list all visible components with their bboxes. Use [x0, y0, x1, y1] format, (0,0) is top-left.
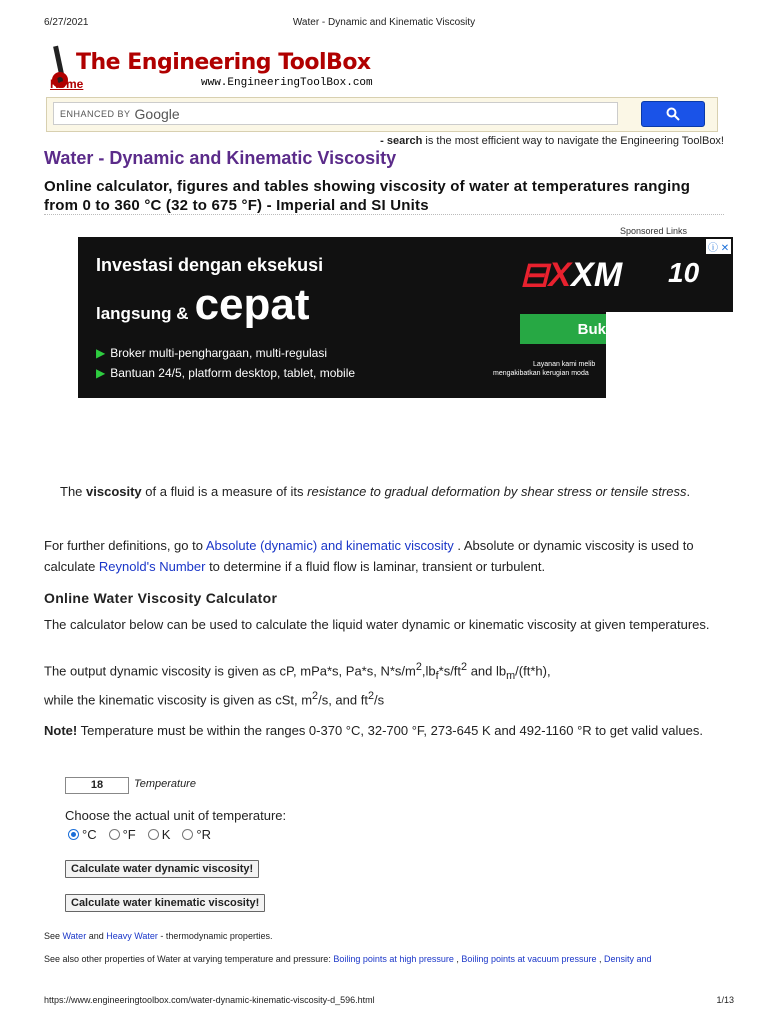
kin-text-c: /s: [373, 692, 385, 708]
link-boiling-vacuum-pressure[interactable]: Boiling points at vacuum pressure: [461, 954, 597, 964]
temperature-input[interactable]: 18: [65, 777, 129, 794]
radio-kelvin-button[interactable]: [148, 829, 159, 840]
ad-brand-logo: [520, 255, 622, 295]
ad-bullet1-text: Broker multi-penghargaan, multi-regulasi: [110, 346, 328, 360]
bullet-triangle-icon: ▶: [96, 346, 106, 360]
see-also-sep2: ,: [596, 954, 605, 964]
intro-paragraph: [44, 481, 724, 502]
ad-bullet2-text: Bantuan 24/5, platform desktop, tablet, mobile: [110, 366, 356, 380]
ad-brand-mark: ⊟X: [520, 256, 572, 294]
ad-disclaimer2: mengakibatkan kerugian moda: [493, 370, 589, 377]
ad-bullet2: [96, 366, 355, 380]
see-also-sep1: ,: [453, 954, 462, 964]
see-also-prefix: See also other properties of Water at varying temperature and pressure:: [44, 954, 334, 964]
logo-url: www.EngineeringToolBox.com: [201, 77, 373, 89]
kin-text-b: /s, and ft: [318, 692, 368, 708]
definitions-text2: . Absolute or dynamic viscosity is used to calculate: [44, 538, 694, 574]
dyn-text-c: *s/ft: [438, 663, 462, 679]
ad-line2-text: langsung &: [96, 304, 189, 323]
link-heavy-water[interactable]: Heavy Water: [106, 931, 158, 941]
kin-text-a: while the kinematic viscosity is given as cSt, m: [44, 692, 313, 708]
search-note: [380, 135, 724, 147]
radio-fahrenheit[interactable]: [109, 827, 136, 842]
ad-brand-name: XM: [571, 256, 623, 294]
radio-fahrenheit-button[interactable]: [109, 829, 120, 840]
kin-sup-1: 2: [312, 690, 319, 702]
radio-kelvin[interactable]: [148, 827, 171, 842]
kin-sup-2: 2: [367, 690, 374, 702]
sponsored-label: Sponsored Links: [620, 226, 688, 236]
intro-mid: of a fluid is a measure of its: [141, 484, 308, 499]
definitions-text3: to determine if a fluid flow is laminar, transient or turbulent.: [205, 559, 546, 574]
calculator-description: The calculator below can be used to calculate the liquid water dynamic or kinematic viscosity at given temperatures.: [44, 617, 710, 632]
search-note-bold: - search: [380, 135, 423, 147]
divider: [44, 214, 724, 215]
radio-celsius[interactable]: [68, 827, 97, 842]
temperature-label: Temperature: [134, 778, 196, 790]
advertisement-banner[interactable]: [78, 237, 733, 398]
see-suffix: - thermodynamic properties.: [157, 931, 273, 941]
unit-radio-group: [68, 827, 211, 842]
see-water-line: [44, 931, 272, 941]
dyn-text-a: The output dynamic viscosity is given as cP, mPa*s, Pa*s, N*s/m: [44, 663, 416, 679]
home-link[interactable]: Home: [50, 77, 84, 91]
ad-close-icon[interactable]: ⓘ ✕: [706, 239, 731, 254]
definitions-paragraph: [44, 535, 724, 577]
ad-bullet1: [96, 346, 327, 360]
dyn-text-d: and lb: [467, 663, 507, 679]
link-water[interactable]: Water: [62, 931, 87, 941]
intro-end: .: [686, 484, 691, 499]
radio-rankine-button[interactable]: [182, 829, 193, 840]
dyn-text-b: ,lb: [421, 663, 436, 679]
radio-rankine-label: °R: [196, 827, 211, 842]
calculate-kinematic-button[interactable]: Calculate water kinematic viscosity!: [65, 894, 265, 912]
link-reynolds-number[interactable]: Reynold's Number: [98, 559, 206, 574]
search-button[interactable]: [641, 101, 705, 127]
print-url: https://www.engineeringtoolbox.com/water-dynamic-kinematic-viscosity-d_596.html: [44, 995, 375, 1005]
print-page-number: 1/13: [716, 995, 734, 1005]
print-title: Water - Dynamic and Kinematic Viscosity: [292, 17, 476, 28]
page-title: Water - Dynamic and Kinematic Viscosity: [44, 148, 397, 168]
ad-white-panel: [606, 312, 733, 398]
dyn-sup-2: 2: [461, 661, 468, 673]
note-paragraph: [44, 720, 724, 741]
radio-fahrenheit-label: °F: [122, 827, 136, 842]
kinematic-units-line: [44, 686, 724, 710]
search-icon: [666, 107, 680, 121]
dyn-sub-m: m: [506, 669, 516, 682]
calculate-dynamic-button[interactable]: Calculate water dynamic viscosity!: [65, 860, 259, 878]
bullet-triangle-icon: ▶: [96, 366, 106, 380]
search-placeholder-prefix: ENHANCED BY: [60, 108, 131, 119]
google-brand: Google: [134, 105, 180, 122]
radio-rankine[interactable]: [182, 827, 211, 842]
search-input[interactable]: [53, 102, 618, 125]
choose-unit-label: Choose the actual unit of temperature:: [65, 808, 287, 823]
ad-cta-button[interactable]: Buk: [520, 314, 606, 344]
ad-line2-big: cepat: [194, 280, 310, 329]
calculator-heading: Online Water Viscosity Calculator: [44, 590, 278, 606]
see-and: and: [86, 931, 107, 941]
logo-title: The Engineering ToolBox: [76, 50, 371, 75]
radio-celsius-label: °C: [82, 827, 97, 842]
see-prefix: See: [44, 931, 63, 941]
link-density[interactable]: Density and: [604, 954, 652, 964]
link-boiling-high-pressure[interactable]: Boiling points at high pressure: [333, 954, 454, 964]
dyn-sup-1: 2: [415, 661, 422, 673]
dynamic-units-line: [44, 657, 724, 687]
ad-line1: Investasi dengan eksekusi: [96, 255, 324, 275]
link-absolute-kinematic-viscosity[interactable]: Absolute (dynamic) and kinematic viscosity: [205, 538, 454, 553]
search-bar: [46, 97, 718, 132]
ad-disclaimer1: Layanan kami melib: [533, 361, 596, 368]
note-bold: Note!: [44, 723, 78, 738]
intro-viscosity: viscosity: [86, 484, 142, 499]
print-date: 6/27/2021: [44, 17, 89, 28]
ad-line2: [96, 280, 310, 330]
note-text: Temperature must be within the ranges 0-370 °C, 32-700 °F, 273-645 K and 492-1160 °R to get valid values.: [77, 723, 703, 738]
page-subtitle: Online calculator, figures and tables showing viscosity of water at temperatures ranging from 0 to 360 °C (32 to 675 °F) - Imperial and SI Units: [44, 178, 691, 214]
radio-celsius-button[interactable]: [68, 829, 79, 840]
site-logo[interactable]: [46, 44, 376, 92]
definitions-text1: For further definitions, go to: [44, 538, 206, 553]
dyn-sub-f: f: [435, 669, 439, 682]
dyn-text-e: /(ft*h),: [515, 663, 551, 679]
intro-the: The: [60, 484, 87, 499]
intro-italic: resistance to gradual deformation by shear stress or tensile stress: [307, 484, 687, 499]
see-also-line: [44, 954, 652, 964]
search-note-rest: is the most efficient way to navigate the Engineering ToolBox!: [422, 135, 724, 147]
ad-anniversary: 10: [668, 257, 700, 288]
radio-kelvin-label: K: [161, 827, 171, 842]
